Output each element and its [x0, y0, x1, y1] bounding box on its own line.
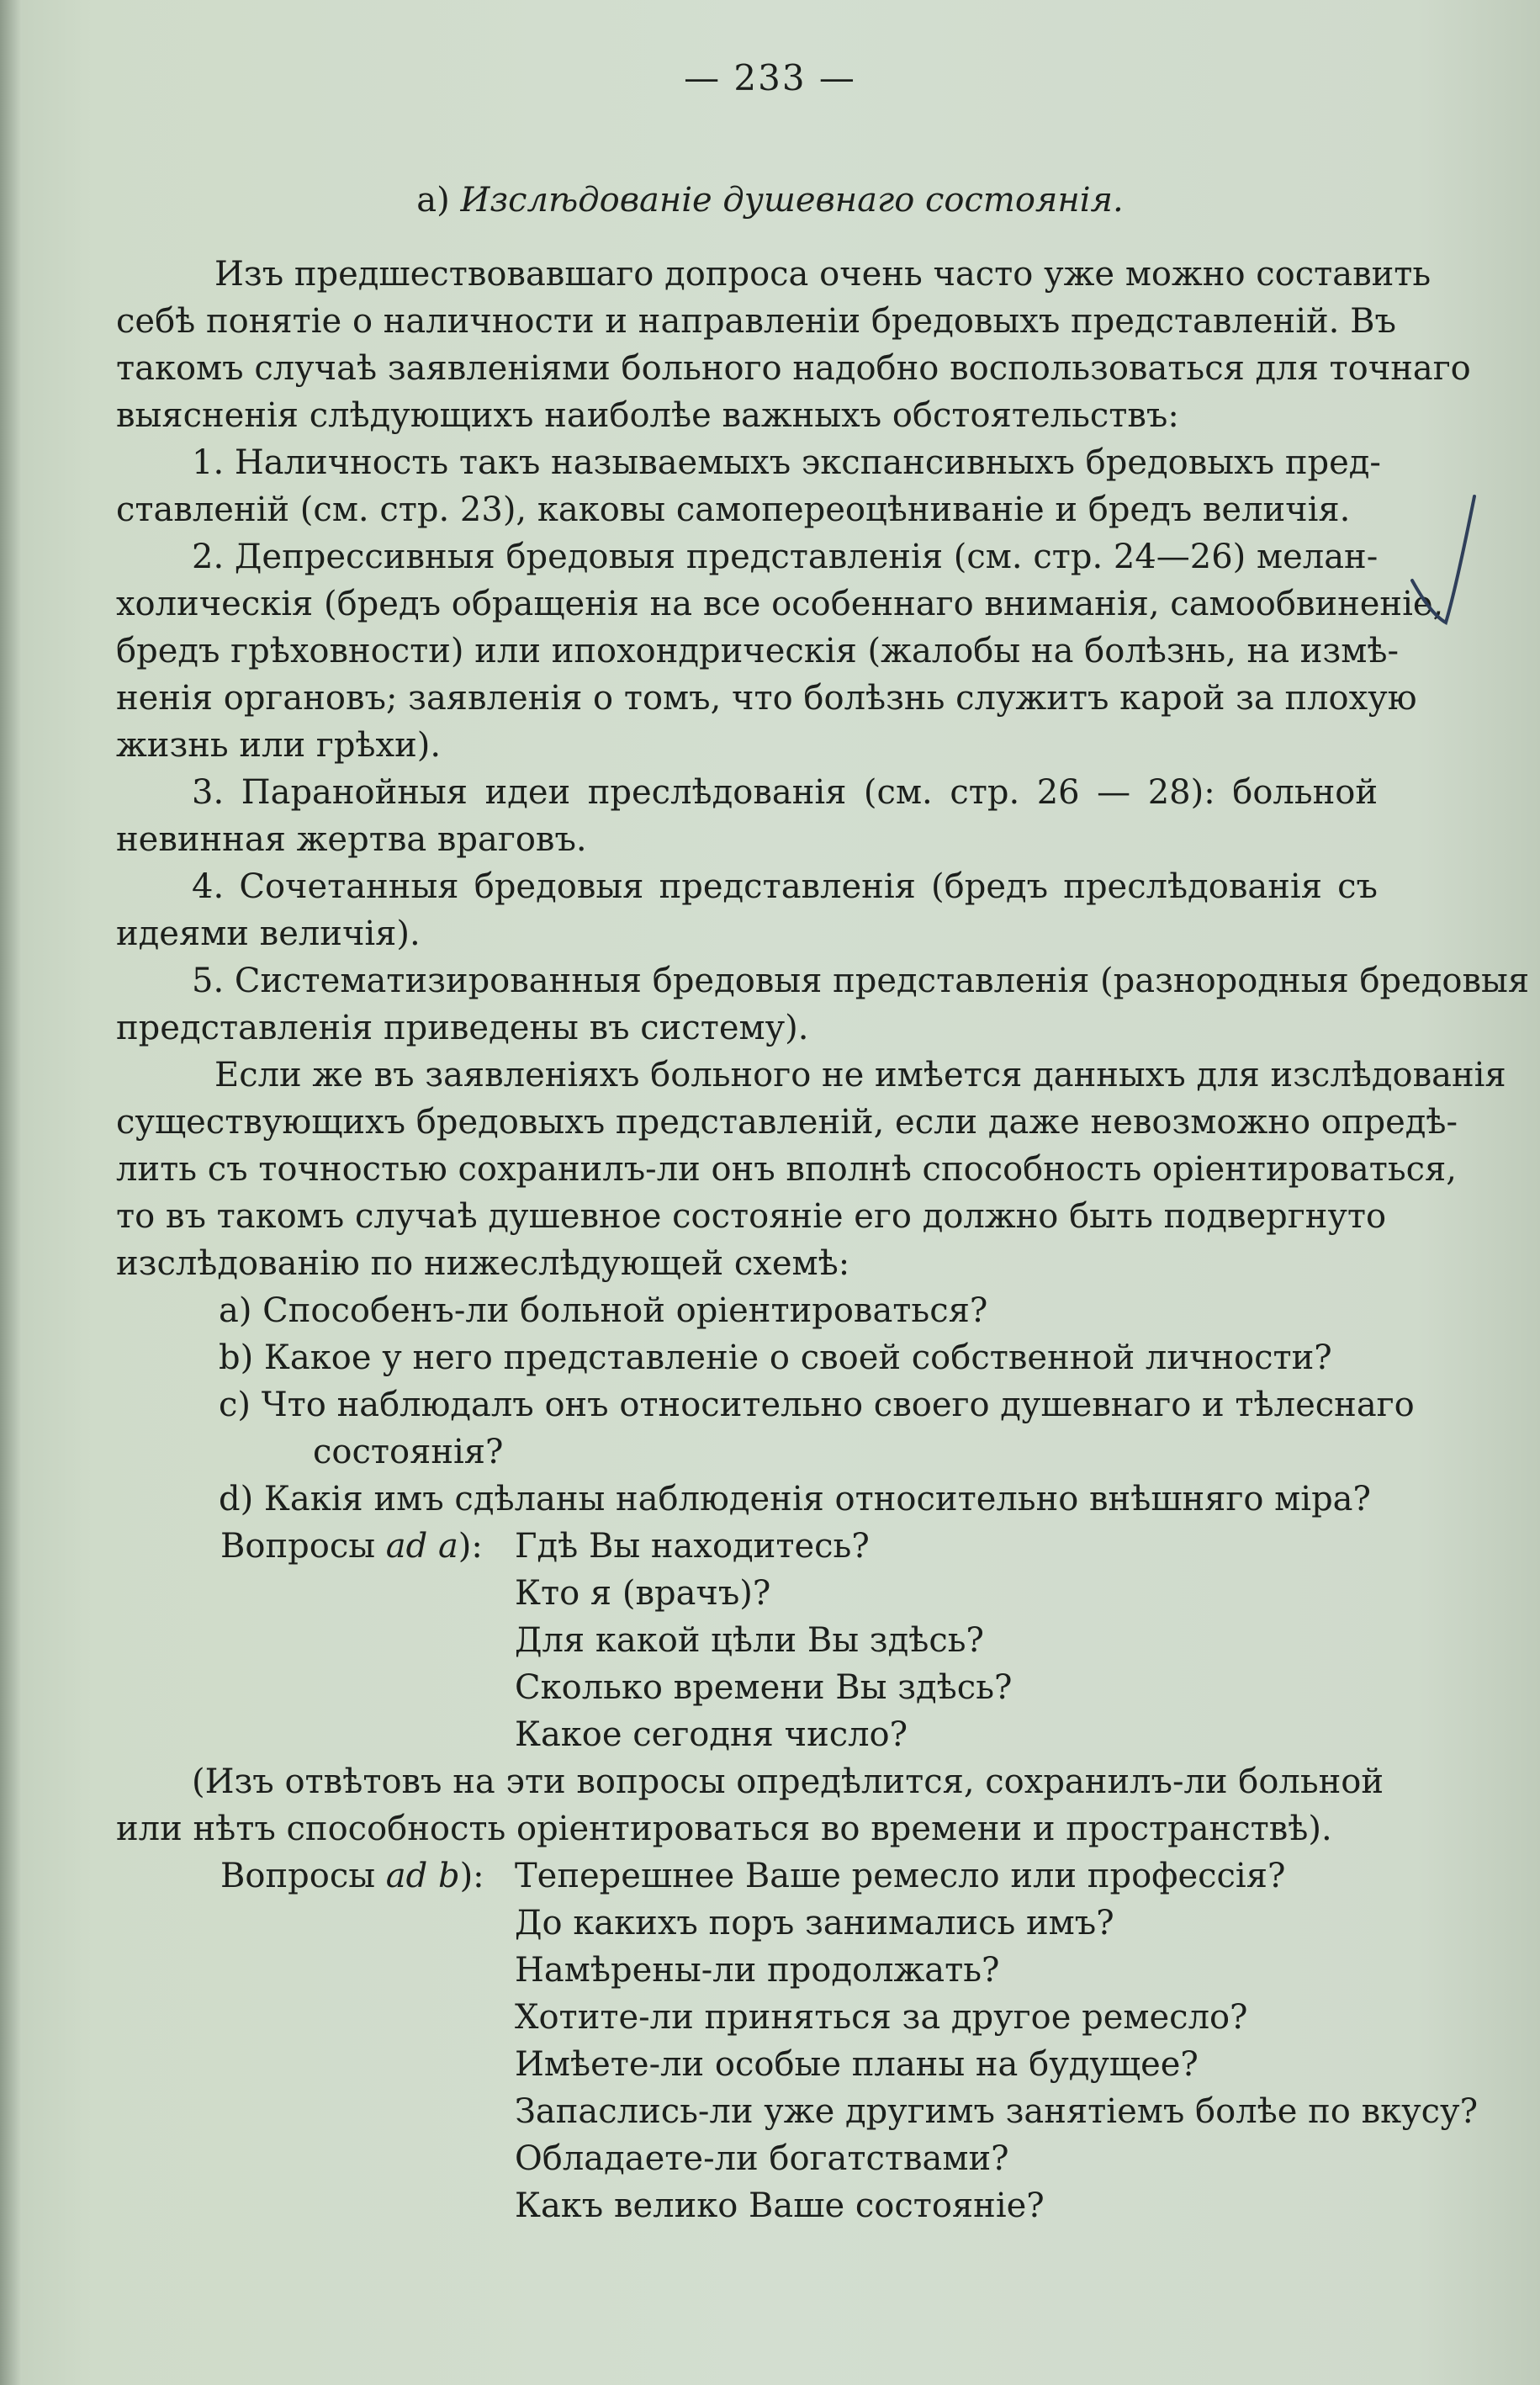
list-item-line: ставленій (см. стр. 23), каковы самопереоцѣниваніе и бредъ величія.: [116, 490, 1351, 529]
list-item-line: невинная жертва враговъ.: [116, 820, 587, 859]
text-line: существующихъ бредовыхъ представленій, если даже невозможно опредѣ-: [116, 1103, 1458, 1142]
question-line: Хотите-ли приняться за другое ремесло?: [515, 1998, 1248, 2037]
list-item-line: 5. Систематизированныя бредовыя представленія (разнородныя бредовыя: [192, 962, 1530, 1000]
list-item-line: жизнь или грѣхи).: [116, 726, 442, 765]
question-line: Запаслись-ли уже другимъ занятіемъ болѣе по вкусу?: [515, 2092, 1479, 2131]
list-item-line: холическія (бредъ обращенія на все особеннаго вниманія, самообвиненіе,: [116, 585, 1444, 623]
section-title: [0, 181, 1540, 220]
questions-label-a: Вопросы ad a):: [220, 1527, 483, 1566]
list-item-line: 3. Паранойныя идеи преслѣдованія (см. стр. 26 — 28): больной: [192, 773, 1378, 812]
question-line: До какихъ поръ занимались имъ?: [515, 1904, 1114, 1942]
question-line: Какое сегодня число?: [515, 1715, 908, 1754]
text-line: или нѣтъ способность оріентироваться во времени и пространствѣ).: [116, 1810, 1332, 1848]
text-line: Изъ предшествовавшаго допроса очень часто уже можно составить: [214, 255, 1432, 294]
scheme-item-a: a) Способенъ-ли больной оріентироваться?: [219, 1291, 988, 1330]
list-item-line: представленія приведены въ систему).: [116, 1009, 809, 1047]
scheme-item-d: d) Какія имъ сдѣланы наблюденія относительно внѣшняго міра?: [219, 1480, 1371, 1518]
question-line: Гдѣ Вы находитесь?: [515, 1527, 870, 1566]
text-line: выясненія слѣдующихъ наиболѣе важныхъ обстоятельствъ:: [116, 396, 1179, 435]
scheme-item-c: c) Что наблюдалъ онъ относительно своего душевнаго и тѣлеснаго: [219, 1386, 1415, 1424]
section-title-text: Изслѣдованіе душевнаго состоянія.: [460, 181, 1124, 220]
list-item-line: 1. Наличность такъ называемыхъ экспансивныхъ бредовыхъ пред-: [192, 443, 1381, 482]
list-item-line: 2. Депрессивныя бредовыя представленія (см. стр. 24—26) мелан-: [192, 538, 1379, 576]
list-item-line: идеями величія).: [116, 914, 421, 953]
text-line: лить съ точностью сохранилъ-ли онъ вполнѣ способность оріентироваться,: [116, 1150, 1457, 1189]
question-line: Какъ велико Ваше состояніе?: [515, 2186, 1045, 2225]
question-line: Для какой цѣли Вы здѣсь?: [515, 1621, 984, 1660]
pencil-check-mark-icon: [1405, 488, 1481, 656]
question-line: Сколько времени Вы здѣсь?: [515, 1668, 1013, 1707]
text-line: такомъ случаѣ заявленіями больного надобно воспользоваться для точнаго: [116, 349, 1471, 388]
question-line: Кто я (врачъ)?: [515, 1574, 771, 1613]
text-line: Если же въ заявленіяхъ больного не имѣется данныхъ для изслѣдованія: [214, 1056, 1506, 1094]
text-line: то въ такомъ случаѣ душевное состояніе его должно быть подвергнуто: [116, 1197, 1387, 1236]
question-line: Имѣете-ли особые планы на будущее?: [515, 2045, 1199, 2084]
questions-label-b: Вопросы ad b):: [220, 1857, 484, 1895]
page-number: — 233 —: [684, 57, 856, 98]
scan-edge-shadow: [0, 0, 22, 2385]
list-item-line: 4. Сочетанныя бредовыя представленія (бредъ преслѣдованія съ: [192, 867, 1378, 906]
text-line: себѣ понятіе о наличности и направленіи бредовыхъ представленій. Въ: [116, 302, 1396, 341]
section-prefix: a): [416, 181, 450, 220]
text-line: изслѣдованію по нижеслѣдующей схемѣ:: [116, 1244, 850, 1283]
list-item-line: бредъ грѣховности) или ипохондрическія (жалобы на болѣзнь, на измѣ-: [116, 632, 1399, 670]
scheme-item-c-cont: состоянія?: [313, 1433, 504, 1471]
scheme-item-b: b) Какое у него представленіе о своей собственной личности?: [219, 1338, 1332, 1377]
list-item-line: ненія органовъ; заявленія о томъ, что болѣзнь служитъ карой за плохую: [116, 679, 1417, 718]
question-line: Обладаете-ли богатствами?: [515, 2139, 1009, 2178]
question-line: Теперешнее Ваше ремесло или профессія?: [515, 1857, 1286, 1895]
text-line: (Изъ отвѣтовъ на эти вопросы опредѣлится, сохранилъ-ли больной: [192, 1762, 1384, 1801]
question-line: Намѣрены-ли продолжать?: [515, 1951, 1000, 1990]
